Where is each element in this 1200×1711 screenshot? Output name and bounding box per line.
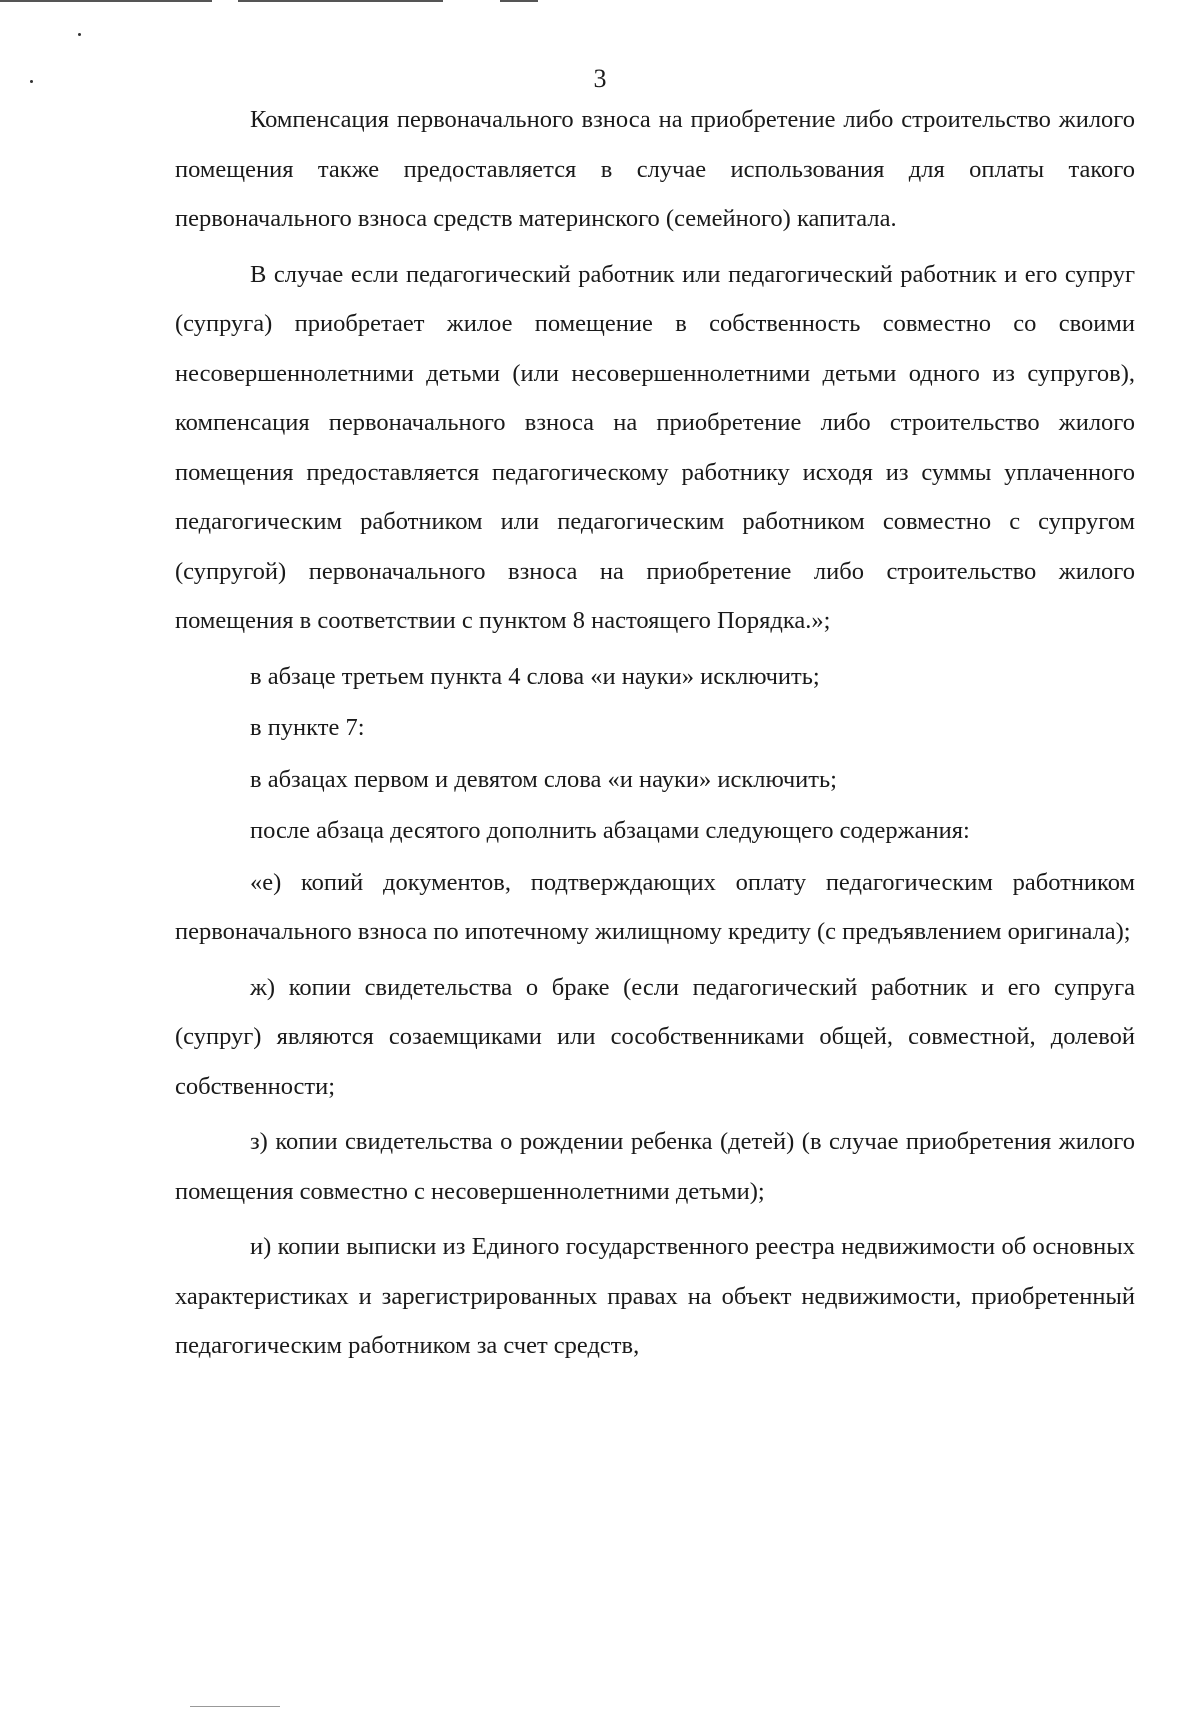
paragraph: ж) копии свидетельства о браке (если педагогический работник и его супруга (супруг) являются созаемщиками или сособственниками общей, совместной, долевой собственности; (175, 973, 1135, 1100)
page-number: 3 (593, 64, 607, 93)
scan-artifact-top-line (0, 0, 212, 2)
paragraph: после абзаца десятого дополнить абзацами следующего содержания: (250, 817, 970, 844)
paragraph: «е) копий документов, подтверждающих оплату педагогическим работником первоначального взноса по ипотечному жилищному кредиту (с предъявлением оригинала); (175, 868, 1135, 945)
scan-artifact-dot (78, 33, 81, 36)
paragraph: в абзаце третьем пункта 4 слова «и науки» исключить; (250, 662, 820, 690)
paragraph: Компенсация первоначального взноса на приобретение либо строительство жилого помещения также предоставляется в случае использования для оплаты такого первоначального взноса средств материнского (семейного) капитала. (175, 106, 1135, 232)
paragraph: в пункте 7: (250, 714, 365, 741)
paragraph: в абзацах первом и девятом слова «и науки» исключить; (250, 765, 837, 793)
document-body (175, 95, 1135, 1373)
scan-artifact-top-line (500, 0, 538, 2)
scan-artifact-bottom-line (190, 1706, 280, 1707)
paragraph: В случае если педагогический работник или педагогический работник и его супруг (супруга) приобретает жилое помещение в собственность совместно со своими несовершеннолетними детьми (или несовершеннолетними детьми одного из супругов), компенсация первоначального взноса на приобретение либо строительство жилого помещения предоставляется педагогическому работнику исходя из суммы уплаченного педагогическим работником или педагогическим работником совместно с супругом (супругой) первоначального взноса на приобретение либо строительство жилого помещения в соответствии с пунктом 8 настоящего Порядка.»; (175, 260, 1135, 634)
scan-artifact-top-line (238, 0, 443, 2)
paragraph: з) копии свидетельства о рождении ребенка (детей) (в случае приобретения жилого помещения совместно с несовершеннолетними детьми); (175, 1128, 1135, 1205)
paragraph: и) копии выписки из Единого государственного реестра недвижимости об основных характеристиках и зарегистрированных правах на объект недвижимости, приобретенный педагогическим работником за счет средств, (175, 1233, 1135, 1359)
